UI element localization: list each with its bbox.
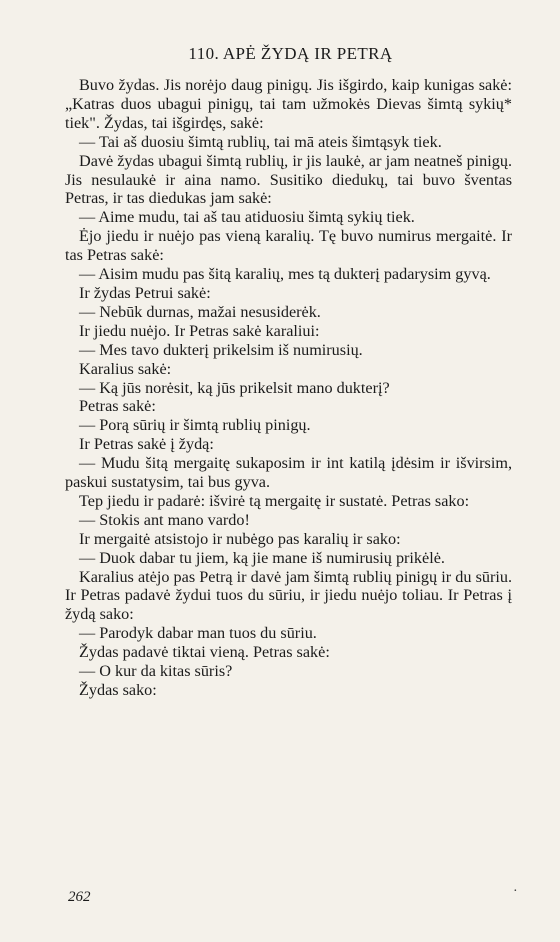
paragraph: — Aisim mudu pas šitą karalių, mes tą dukterį padarysim gyvą.	[79, 265, 491, 284]
paragraph: Buvo žydas. Jis norėjo daug pinigų. Jis išgirdo, kaip kunigas sakė: „Katras duos ubagui pinigų, tai tam užmokės Dievas šimtą sykių* tiek". Žydas, tai išgirdęs, sakė:	[65, 76, 512, 132]
paragraph: Ir mergaitė atsistojo ir nubėgo pas karalių ir sako:	[79, 529, 401, 548]
paragraph: Žydas sako:	[79, 681, 157, 699]
paragraph: Tep jiedu ir padarė: išvirė tą mergaitę ir sustatė. Petras sako:	[79, 491, 470, 510]
paragraph: — Duok dabar tu jiem, ką jie mane iš numirusių prikėlė.	[79, 548, 445, 567]
paragraph: — Porą sūrių ir šimtą rublių pinigų.	[79, 416, 311, 435]
paragraph: — Mudu šitą mergaitę sukaposim ir int katilą įdėsim ir išvirsim, paskui sustatysim, tai bus gyva.	[65, 454, 512, 492]
paragraph: Karalius sakė:	[79, 359, 172, 378]
paragraph: — Nebūk durnas, mažai nesusiderėk.	[79, 302, 321, 321]
paragraph: Ėjo jiedu ir nuėjo pas vieną karalių. Tę buvo numirus mergaitė. Ir tas Petras sakė:	[65, 227, 512, 265]
paragraph: — Tai aš duosiu šimtą rublių, tai mā ateis šimtąsyk tiek.	[79, 132, 442, 151]
paragraph: — Mes tavo dukterį prikelsim iš numirusių.	[79, 340, 363, 359]
paragraph: Petras sakė:	[79, 397, 156, 416]
paragraph: Ir žydas Petrui sakė:	[79, 283, 211, 302]
page-number: 262	[68, 889, 91, 905]
paragraph: Ir jiedu nuėjo. Ir Petras sakė karaliui:	[79, 321, 320, 340]
paragraph: — Stokis ant mano vardo!	[79, 510, 250, 529]
paragraph: Žydas padavė tiktai vieną. Petras sakė:	[79, 643, 330, 662]
paragraph: Davė žydas ubagui šimtą rublių, ir jis laukė, ar jam neatneš pinigų. Jis nesulaukė ir aina namo. Susitiko diedukų, tai buvo šventas Petras, ir tas diedukas jam sakė:	[65, 151, 512, 208]
paragraph: — Parodyk dabar man tuos du sūriu.	[79, 624, 317, 643]
story-text	[65, 76, 512, 700]
paragraph: — Ką jūs norėsit, ką jūs prikelsit mano dukterį?	[79, 378, 390, 397]
paragraph: Karalius atėjo pas Petrą ir davė jam šimtą rublių pinigų ir du sūriu. Ir Petras padavė žydui tuos du sūriu, ir jiedu nuėjo toliau. Ir Petras į žydą sako:	[65, 567, 512, 624]
footer-mark: ·	[513, 884, 518, 899]
paragraph: — Aime mudu, tai aš tau atiduosiu šimtą sykių tiek.	[79, 208, 415, 227]
chapter-title: 110. APĖ ŽYDĄ IR PETRĄ	[188, 44, 393, 63]
paragraph: Ir Petras sakė į žydą:	[79, 435, 214, 454]
paragraph: — O kur da kitas sūris?	[79, 662, 233, 681]
